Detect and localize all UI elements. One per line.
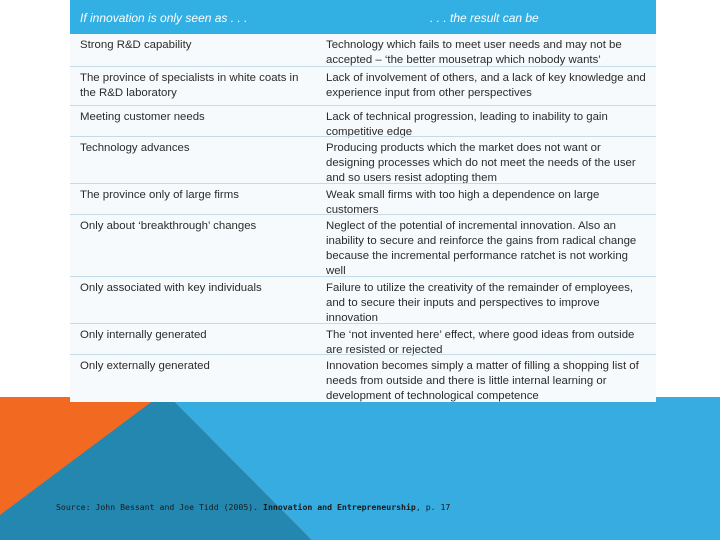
table-row bbox=[70, 136, 656, 183]
row-perception: Strong R&D capability bbox=[80, 39, 192, 51]
caption-prefix: Source: John Bessant and Joe Tidd (2005). bbox=[56, 502, 264, 512]
table-row bbox=[70, 323, 656, 357]
caption-suffix: , p. 17 bbox=[415, 502, 451, 512]
row-result: Weak small firms with too high a dependence on large customers bbox=[326, 189, 600, 217]
table-row bbox=[70, 105, 656, 139]
table-row bbox=[70, 214, 656, 276]
table-row bbox=[70, 34, 656, 66]
row-result: Lack of technical progression, leading to inability to gain competitive edge bbox=[326, 111, 608, 139]
header-right: . . . the result can be bbox=[430, 11, 539, 25]
row-perception: Only internally generated bbox=[80, 329, 207, 341]
row-result: Lack of involvement of others, and a lack of key knowledge and experience input from other perspectives bbox=[326, 72, 646, 100]
row-result: Failure to utilize the creativity of the remainder of employees, and to secure their inputs and perspectives to improve innovation bbox=[326, 282, 634, 325]
row-perception: Meeting customer needs bbox=[80, 111, 205, 123]
table-body bbox=[70, 34, 656, 409]
table-row bbox=[70, 66, 656, 105]
source-caption bbox=[56, 502, 450, 512]
row-perception: Only associated with key individuals bbox=[80, 282, 262, 294]
innovation-table bbox=[70, 0, 656, 402]
row-perception: Only externally generated bbox=[80, 360, 210, 372]
table-header bbox=[70, 0, 656, 34]
table-row bbox=[70, 276, 656, 323]
caption-book-title: Innovation and Entrepreneurship bbox=[263, 502, 416, 512]
row-perception: The province of specialists in white coats in the R&D laboratory bbox=[80, 72, 299, 100]
row-result: The ‘not invented here’ effect, where good ideas from outside are resisted or rejected bbox=[326, 329, 635, 357]
row-perception: Only about ‘breakthrough’ changes bbox=[80, 220, 257, 232]
row-result: Innovation becomes simply a matter of filling a shopping list of needs from outside and there is little internal learning or development of technological competence bbox=[326, 360, 639, 403]
row-perception: Technology advances bbox=[80, 142, 190, 154]
row-result: Producing products which the market does not want or designing processes which do not meet the needs of the user and so users resist adopting them bbox=[326, 142, 636, 185]
table-row bbox=[70, 183, 656, 217]
row-perception: The province only of large firms bbox=[80, 189, 239, 201]
row-result: Technology which fails to meet user needs and may not be accepted – ‘the better mousetrap which nobody wants’ bbox=[326, 39, 622, 67]
header-left: If innovation is only seen as . . . bbox=[80, 11, 248, 25]
table-row bbox=[70, 354, 656, 409]
row-result: Neglect of the potential of incremental innovation. Also an inability to secure and reinforce the gains from radical change because the incremental performance ratchet is not working well bbox=[326, 220, 637, 278]
